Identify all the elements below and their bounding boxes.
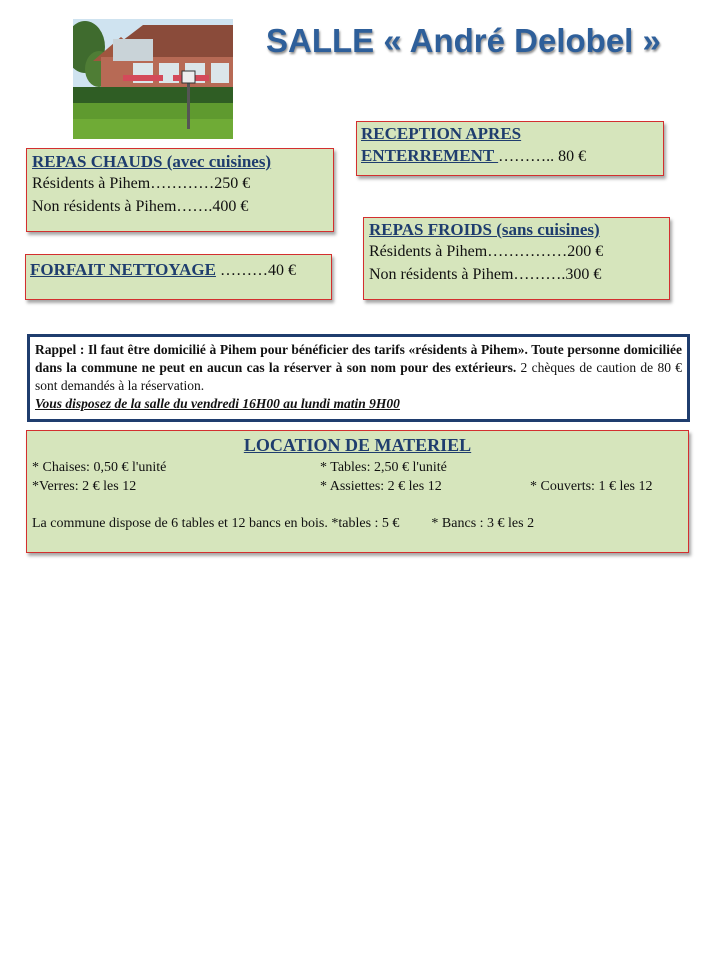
forfait-heading: FORFAIT NETTOYAGE: [30, 260, 216, 279]
reception-box: [356, 121, 664, 176]
chaises-price: * Chaises: 0,50 € l'unité: [32, 460, 167, 475]
reception-heading-line2: ENTERREMENT: [361, 146, 499, 165]
repas-chauds-heading: REPAS CHAUDS (avec cuisines): [32, 152, 272, 171]
repas-froids-heading: REPAS FROIDS (sans cuisines): [369, 220, 600, 239]
rappel-bold-text: Rappel : Il faut être domicilié à Pihem pour bénéficier des tarifs «résidents à Pihem». Toute personne domiciliée dans la commune ne peut en aucun cas la réserver à son nom pour des extérieurs.: [35, 342, 682, 375]
assiettes-price: * Assiettes: 2 € les 12: [320, 479, 442, 494]
reception-price: ……….. 80 €: [498, 148, 587, 165]
tables-bois-price: *tables : 5 €: [327, 516, 400, 531]
rappel-normal-text: 2 chèques de caution de 80 € sont demandés à la réservation.: [35, 360, 682, 393]
couverts-price: * Couverts: 1 € les 12: [530, 479, 653, 494]
repas-froids-non-residents: Non résidents à Pihem……….300 €: [369, 266, 602, 283]
repas-chauds-non-residents: Non résidents à Pihem…….400 €: [32, 198, 249, 215]
location-row-2: [32, 477, 683, 496]
rappel-italic-text: Vous disposez de la salle du vendredi 16H00 au lundi matin 9H00: [35, 396, 400, 411]
location-box: [26, 430, 689, 553]
repas-chauds-box: [26, 148, 334, 232]
forfait-price: ………40 €: [215, 262, 296, 279]
commune-text: La commune dispose de 6 tables et 12 bancs en bois.: [32, 516, 328, 531]
location-row-1: [32, 458, 683, 477]
reception-heading-line1: RECEPTION APRES: [361, 124, 522, 143]
rappel-box: [27, 334, 690, 422]
repas-chauds-residents: Résidents à Pihem…………250 €: [32, 175, 251, 192]
verres-price: *Verres: 2 € les 12: [32, 479, 137, 494]
repas-froids-box: [363, 217, 670, 300]
bancs-price: * Bancs : 3 € les 2: [431, 516, 535, 531]
building-photo: [73, 19, 233, 139]
bois-line: [32, 516, 534, 532]
repas-froids-residents: Résidents à Pihem……………200 €: [369, 243, 604, 260]
forfait-box: [25, 254, 332, 300]
location-heading: LOCATION DE MATERIEL: [243, 435, 472, 455]
tables-price: * Tables: 2,50 € l'unité: [320, 460, 447, 475]
page-title: SALLE « André Delobel »: [266, 22, 661, 59]
